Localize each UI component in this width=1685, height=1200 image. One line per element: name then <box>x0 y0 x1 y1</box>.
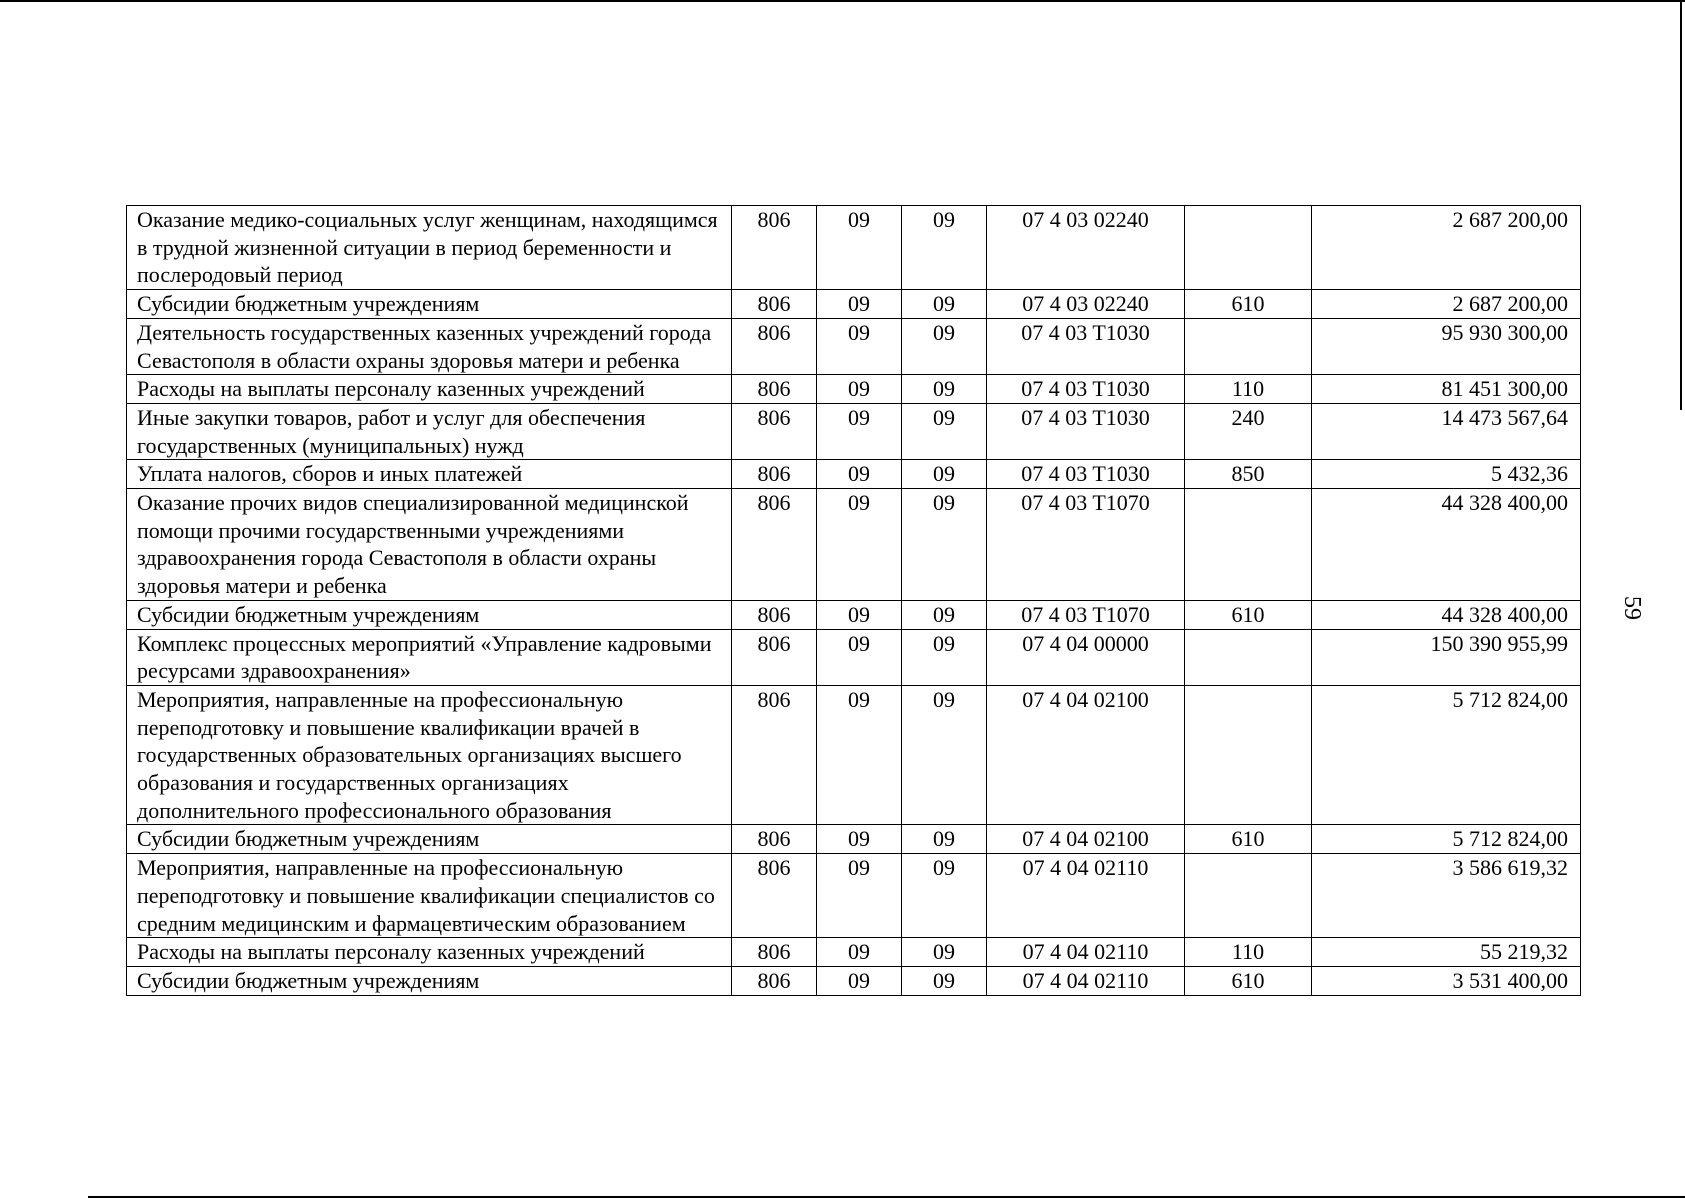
table-row <box>127 318 1581 374</box>
subsection-code-cell: 09 <box>902 825 987 854</box>
table-row <box>127 629 1581 685</box>
subsection-code-cell: 09 <box>902 685 987 825</box>
amount-cell: 14 473 567,64 <box>1312 403 1581 459</box>
subsection-code-cell: 09 <box>902 318 987 374</box>
section-code-cell: 09 <box>817 825 902 854</box>
table-row <box>127 854 1581 938</box>
amount-cell: 81 451 300,00 <box>1312 375 1581 404</box>
table-row <box>127 966 1581 995</box>
expense-type-cell <box>1185 629 1312 685</box>
subsection-code-cell: 09 <box>902 403 987 459</box>
expense-type-cell <box>1185 854 1312 938</box>
section-code-cell: 09 <box>817 403 902 459</box>
expense-type-cell: 850 <box>1185 460 1312 489</box>
expense-name-cell: Субсидии бюджетным учреждениям <box>127 825 732 854</box>
expense-name-cell: Иные закупки товаров, работ и услуг для обеспечения государственных (муниципальных) нужд <box>127 403 732 459</box>
expense-type-cell: 240 <box>1185 403 1312 459</box>
department-code-cell: 806 <box>732 600 817 629</box>
expense-name-cell: Субсидии бюджетным учреждениям <box>127 600 732 629</box>
department-code-cell: 806 <box>732 685 817 825</box>
department-code-cell: 806 <box>732 966 817 995</box>
department-code-cell: 806 <box>732 460 817 489</box>
department-code-cell: 806 <box>732 629 817 685</box>
table-row <box>127 685 1581 825</box>
department-code-cell: 806 <box>732 375 817 404</box>
table-row <box>127 206 1581 290</box>
amount-cell: 95 930 300,00 <box>1312 318 1581 374</box>
subsection-code-cell: 09 <box>902 854 987 938</box>
target-article-cell: 07 4 03 T1070 <box>987 600 1185 629</box>
subsection-code-cell: 09 <box>902 290 987 319</box>
expense-type-cell <box>1185 318 1312 374</box>
table-row <box>127 460 1581 489</box>
target-article-cell: 07 4 04 02100 <box>987 685 1185 825</box>
section-code-cell: 09 <box>817 318 902 374</box>
amount-cell: 5 712 824,00 <box>1312 685 1581 825</box>
amount-cell: 55 219,32 <box>1312 938 1581 967</box>
expense-name-cell: Субсидии бюджетным учреждениям <box>127 966 732 995</box>
department-code-cell: 806 <box>732 854 817 938</box>
page-number: 59 <box>1619 596 1645 620</box>
table-row <box>127 600 1581 629</box>
section-code-cell: 09 <box>817 629 902 685</box>
amount-cell: 44 328 400,00 <box>1312 600 1581 629</box>
department-code-cell: 806 <box>732 938 817 967</box>
table-row <box>127 403 1581 459</box>
expense-type-cell <box>1185 685 1312 825</box>
subsection-code-cell: 09 <box>902 629 987 685</box>
section-code-cell: 09 <box>817 460 902 489</box>
expense-name-cell: Мероприятия, направленные на профессиональную переподготовку и повышение квалификации специалистов со средним медицинским и фармацевтическим образованием <box>127 854 732 938</box>
amount-cell: 2 687 200,00 <box>1312 206 1581 290</box>
section-code-cell: 09 <box>817 206 902 290</box>
expense-name-cell: Расходы на выплаты персоналу казенных учреждений <box>127 375 732 404</box>
section-code-cell: 09 <box>817 938 902 967</box>
expense-name-cell: Расходы на выплаты персоналу казенных учреждений <box>127 938 732 967</box>
expense-type-cell: 610 <box>1185 825 1312 854</box>
scan-border-bottom <box>88 1196 1685 1198</box>
scan-border-top <box>0 0 1685 2</box>
budget-table <box>126 205 1581 996</box>
target-article-cell: 07 4 04 00000 <box>987 629 1185 685</box>
subsection-code-cell: 09 <box>902 600 987 629</box>
subsection-code-cell: 09 <box>902 489 987 601</box>
target-article-cell: 07 4 04 02110 <box>987 938 1185 967</box>
target-article-cell: 07 4 03 T1030 <box>987 460 1185 489</box>
target-article-cell: 07 4 03 T1030 <box>987 318 1185 374</box>
section-code-cell: 09 <box>817 854 902 938</box>
expense-type-cell <box>1185 489 1312 601</box>
target-article-cell: 07 4 03 T1030 <box>987 375 1185 404</box>
amount-cell: 44 328 400,00 <box>1312 489 1581 601</box>
department-code-cell: 806 <box>732 290 817 319</box>
department-code-cell: 806 <box>732 206 817 290</box>
target-article-cell: 07 4 04 02110 <box>987 854 1185 938</box>
amount-cell: 2 687 200,00 <box>1312 290 1581 319</box>
expense-name-cell: Оказание прочих видов специализированной медицинской помощи прочими государственными учреждениями здравоохранения города Севастополя в области охраны здоровья матери и ребенка <box>127 489 732 601</box>
expense-type-cell: 610 <box>1185 966 1312 995</box>
scan-border-right <box>1680 0 1682 410</box>
table-row <box>127 825 1581 854</box>
expense-name-cell: Оказание медико-социальных услуг женщинам, находящимся в трудной жизненной ситуации в период беременности и послеродовый период <box>127 206 732 290</box>
section-code-cell: 09 <box>817 375 902 404</box>
section-code-cell: 09 <box>817 600 902 629</box>
expense-name-cell: Мероприятия, направленные на профессиональную переподготовку и повышение квалификации врачей в государственных образовательных организациях высшего образования и государственных организациях дополнительного профессионального образования <box>127 685 732 825</box>
target-article-cell: 07 4 04 02100 <box>987 825 1185 854</box>
department-code-cell: 806 <box>732 403 817 459</box>
expense-type-cell: 110 <box>1185 938 1312 967</box>
table-row <box>127 938 1581 967</box>
amount-cell: 3 531 400,00 <box>1312 966 1581 995</box>
expense-name-cell: Комплекс процессных мероприятий «Управление кадровыми ресурсами здравоохранения» <box>127 629 732 685</box>
subsection-code-cell: 09 <box>902 206 987 290</box>
subsection-code-cell: 09 <box>902 375 987 404</box>
expense-type-cell: 610 <box>1185 600 1312 629</box>
expense-name-cell: Деятельность государственных казенных учреждений города Севастополя в области охраны здоровья матери и ребенка <box>127 318 732 374</box>
amount-cell: 5 432,36 <box>1312 460 1581 489</box>
amount-cell: 5 712 824,00 <box>1312 825 1581 854</box>
expense-type-cell <box>1185 206 1312 290</box>
expense-type-cell: 110 <box>1185 375 1312 404</box>
section-code-cell: 09 <box>817 290 902 319</box>
subsection-code-cell: 09 <box>902 460 987 489</box>
target-article-cell: 07 4 03 02240 <box>987 206 1185 290</box>
department-code-cell: 806 <box>732 825 817 854</box>
target-article-cell: 07 4 03 T1070 <box>987 489 1185 601</box>
subsection-code-cell: 09 <box>902 966 987 995</box>
amount-cell: 3 586 619,32 <box>1312 854 1581 938</box>
department-code-cell: 806 <box>732 489 817 601</box>
table-body <box>127 206 1581 996</box>
expense-name-cell: Уплата налогов, сборов и иных платежей <box>127 460 732 489</box>
target-article-cell: 07 4 04 02110 <box>987 966 1185 995</box>
expense-name-cell: Субсидии бюджетным учреждениям <box>127 290 732 319</box>
subsection-code-cell: 09 <box>902 938 987 967</box>
section-code-cell: 09 <box>817 489 902 601</box>
table-row <box>127 489 1581 601</box>
expense-type-cell: 610 <box>1185 290 1312 319</box>
section-code-cell: 09 <box>817 685 902 825</box>
department-code-cell: 806 <box>732 318 817 374</box>
table-row <box>127 375 1581 404</box>
target-article-cell: 07 4 03 02240 <box>987 290 1185 319</box>
section-code-cell: 09 <box>817 966 902 995</box>
target-article-cell: 07 4 03 T1030 <box>987 403 1185 459</box>
amount-cell: 150 390 955,99 <box>1312 629 1581 685</box>
table-row <box>127 290 1581 319</box>
